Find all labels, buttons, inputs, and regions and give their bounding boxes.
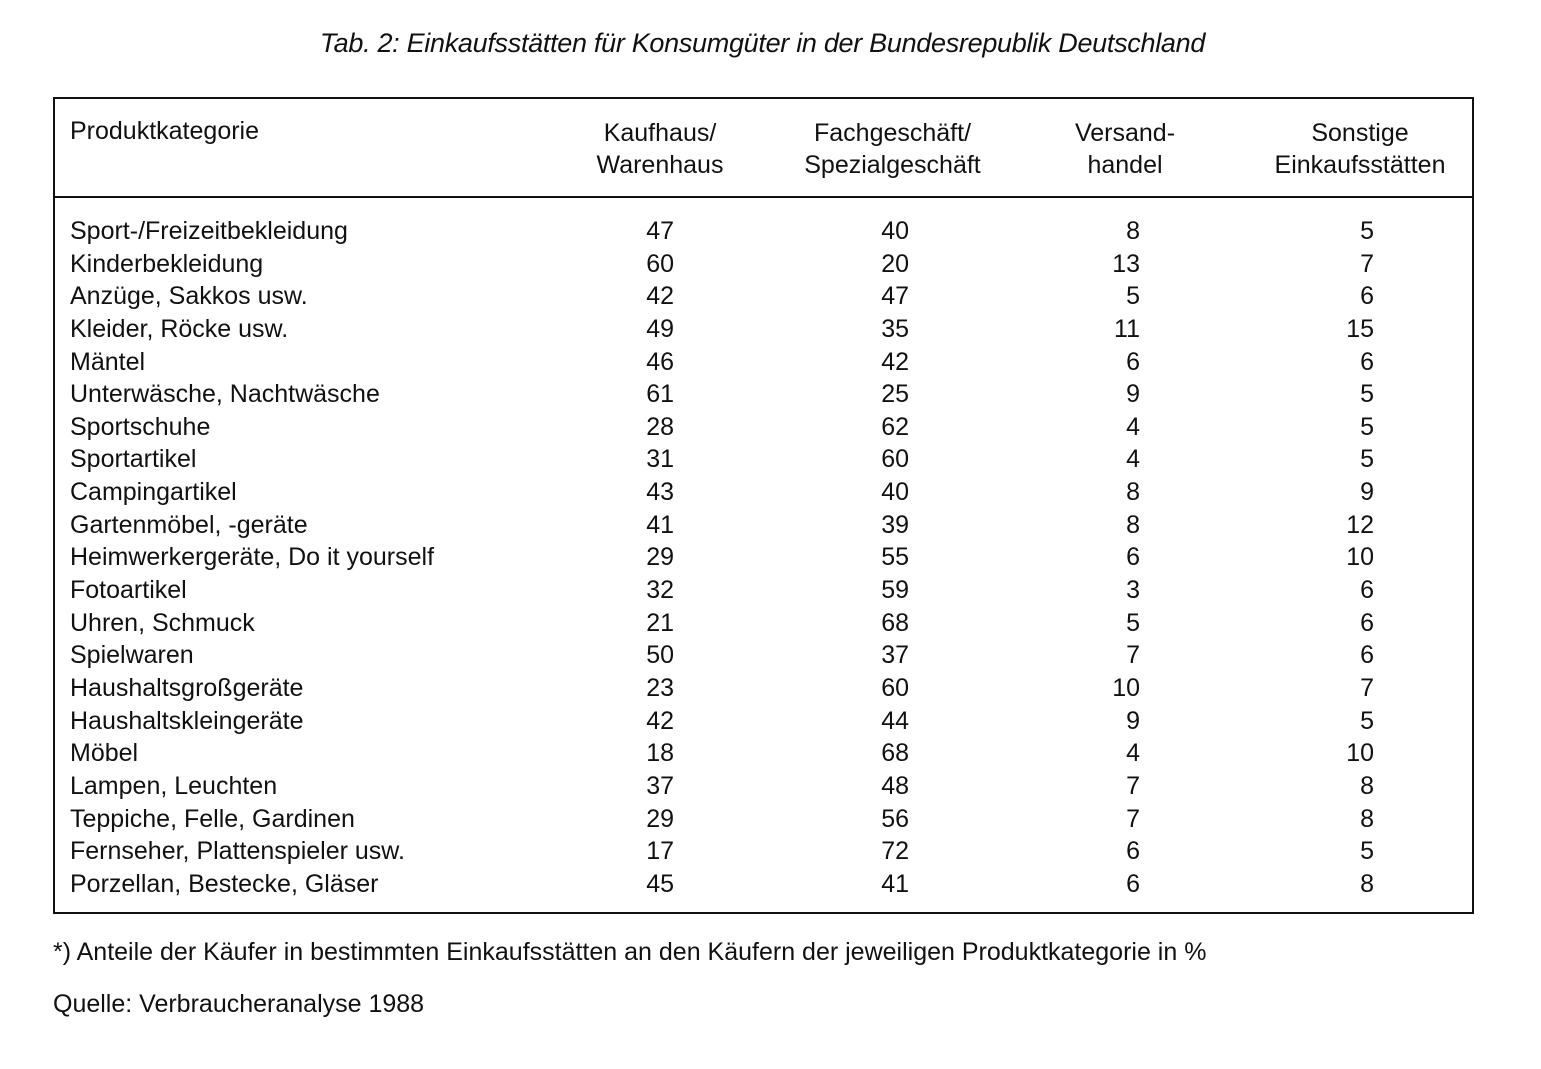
cell-fachgeschaeft: 56	[881, 804, 909, 833]
cell-sonstige: 7	[1360, 673, 1374, 702]
cell-kaufhaus: 43	[646, 478, 674, 507]
cell-category: Sport-/Freizeitbekleidung	[70, 217, 348, 245]
footnote: *) Anteile der Käufer in bestimmten Einkaufsstätten an den Käufern der jeweiligen Produktkategorie in %	[53, 938, 1207, 966]
cell-versandhandel: 7	[1126, 641, 1140, 670]
cell-sonstige: 5	[1360, 412, 1374, 441]
cell-category: Kleider, Röcke usw.	[70, 314, 289, 343]
table-title: Tab. 2: Einkaufsstätten für Konsumgüter in der Bundesrepublik Deutschland	[319, 28, 1206, 58]
table-row	[55, 443, 1472, 476]
cell-category: Spielwaren	[70, 641, 194, 670]
cell-category: Möbel	[70, 739, 139, 768]
table-row	[55, 705, 1472, 738]
cell-versandhandel: 9	[1126, 380, 1140, 409]
cell-sonstige: 5	[1360, 706, 1374, 735]
cell-versandhandel: 4	[1126, 739, 1140, 768]
cell-fachgeschaeft: 60	[881, 673, 909, 702]
cell-kaufhaus: 31	[646, 445, 674, 474]
table-row	[55, 215, 1472, 248]
table-row	[55, 639, 1472, 672]
cell-sonstige: 6	[1360, 576, 1374, 605]
table-body	[55, 215, 1472, 900]
table-row	[55, 248, 1472, 281]
cell-kaufhaus: 46	[646, 347, 674, 376]
header-divider	[55, 196, 1472, 198]
cell-sonstige: 6	[1360, 641, 1374, 670]
cell-category: Gartenmöbel, -geräte	[70, 510, 308, 539]
cell-fachgeschaeft: 35	[881, 314, 909, 343]
cell-fachgeschaeft: 37	[881, 641, 909, 670]
cell-category: Uhren, Schmuck	[70, 608, 255, 637]
cell-versandhandel: 8	[1126, 478, 1140, 507]
header-versandhandel	[1045, 117, 1205, 181]
cell-fachgeschaeft: 41	[881, 869, 909, 898]
table-row	[55, 803, 1472, 836]
cell-sonstige: 15	[1346, 314, 1374, 343]
cell-kaufhaus: 42	[646, 706, 674, 735]
cell-fachgeschaeft: 68	[881, 739, 909, 768]
header-fachgeschaeft-line2: Spezialgeschäft	[804, 151, 981, 179]
cell-kaufhaus: 42	[646, 282, 674, 311]
cell-category: Haushaltskleingeräte	[70, 706, 304, 735]
table-row	[55, 346, 1472, 379]
cell-fachgeschaeft: 68	[881, 608, 909, 637]
table-row	[55, 509, 1472, 542]
cell-kaufhaus: 32	[646, 576, 674, 605]
cell-fachgeschaeft: 42	[881, 347, 909, 376]
table-row	[55, 313, 1472, 346]
header-category: Produktkategorie	[70, 117, 260, 145]
cell-versandhandel: 13	[1112, 249, 1140, 278]
cell-versandhandel: 4	[1126, 445, 1140, 474]
cell-category: Heimwerkergeräte, Do it yourself	[70, 543, 435, 572]
cell-versandhandel: 8	[1126, 510, 1140, 539]
cell-versandhandel: 5	[1126, 608, 1140, 637]
cell-kaufhaus: 29	[646, 543, 674, 572]
cell-kaufhaus: 60	[646, 249, 674, 278]
cell-sonstige: 7	[1360, 249, 1374, 278]
cell-versandhandel: 11	[1114, 314, 1140, 343]
table-row	[55, 574, 1472, 607]
cell-sonstige: 5	[1360, 445, 1374, 474]
table-row	[55, 770, 1472, 803]
cell-kaufhaus: 41	[646, 510, 674, 539]
table-row	[55, 280, 1472, 313]
cell-sonstige: 6	[1360, 282, 1374, 311]
cell-category: Haushaltsgroßgeräte	[70, 673, 304, 702]
header-fachgeschaeft-line1: Fachgeschäft/	[813, 119, 972, 147]
cell-versandhandel: 7	[1126, 771, 1140, 800]
cell-versandhandel: 9	[1126, 706, 1140, 735]
header-sonstige-line2: Einkaufsstätten	[1274, 151, 1446, 179]
cell-versandhandel: 8	[1126, 217, 1140, 245]
cell-fachgeschaeft: 20	[881, 249, 909, 278]
cell-versandhandel: 6	[1126, 869, 1140, 898]
cell-category: Unterwäsche, Nachtwäsche	[70, 380, 380, 409]
cell-sonstige: 10	[1346, 543, 1374, 572]
cell-fachgeschaeft: 72	[881, 837, 909, 866]
cell-kaufhaus: 50	[646, 641, 674, 670]
cell-versandhandel: 10	[1112, 673, 1140, 702]
cell-fachgeschaeft: 40	[881, 478, 909, 507]
cell-versandhandel: 6	[1126, 837, 1140, 866]
cell-fachgeschaeft: 39	[881, 510, 909, 539]
cell-versandhandel: 6	[1126, 347, 1140, 376]
cell-category: Lampen, Leuchten	[70, 771, 278, 800]
cell-sonstige: 10	[1346, 739, 1374, 768]
cell-fachgeschaeft: 59	[881, 576, 909, 605]
cell-fachgeschaeft: 44	[881, 706, 909, 735]
table-row	[55, 411, 1472, 444]
cell-sonstige: 8	[1360, 869, 1374, 898]
cell-versandhandel: 4	[1126, 412, 1140, 441]
table-row	[55, 868, 1472, 901]
cell-fachgeschaeft: 62	[881, 412, 909, 441]
header-fachgeschaeft	[775, 117, 1010, 181]
cell-category: Kinderbekleidung	[70, 249, 264, 278]
cell-category: Campingartikel	[70, 478, 237, 507]
cell-kaufhaus: 28	[646, 412, 674, 441]
header-kaufhaus	[575, 117, 745, 181]
cell-category: Porzellan, Bestecke, Gläser	[70, 869, 379, 898]
table-row	[55, 737, 1472, 770]
cell-sonstige: 5	[1360, 380, 1374, 409]
cell-sonstige: 8	[1360, 771, 1374, 800]
header-kaufhaus-line1: Kaufhaus/	[603, 119, 717, 147]
cell-sonstige: 8	[1360, 804, 1374, 833]
header-versandhandel-line2: handel	[1087, 151, 1163, 179]
header-versandhandel-line1: Versand-	[1074, 119, 1176, 147]
cell-fachgeschaeft: 60	[881, 445, 909, 474]
cell-sonstige: 12	[1346, 510, 1374, 539]
cell-fachgeschaeft: 55	[881, 543, 909, 572]
cell-kaufhaus: 23	[646, 673, 674, 702]
cell-category: Mäntel	[70, 347, 146, 376]
cell-kaufhaus: 37	[646, 771, 674, 800]
cell-kaufhaus: 18	[646, 739, 674, 768]
cell-sonstige: 5	[1360, 837, 1374, 866]
cell-versandhandel: 7	[1126, 804, 1140, 833]
header-kaufhaus-line2: Warenhaus	[596, 151, 724, 179]
cell-fachgeschaeft: 25	[881, 380, 909, 409]
table-row	[55, 607, 1472, 640]
cell-versandhandel: 3	[1126, 576, 1140, 605]
cell-category: Sportartikel	[70, 445, 197, 474]
cell-sonstige: 5	[1360, 217, 1374, 245]
cell-kaufhaus: 21	[646, 608, 674, 637]
cell-category: Teppiche, Felle, Gardinen	[70, 804, 355, 833]
cell-fachgeschaeft: 48	[881, 771, 909, 800]
table-row	[55, 476, 1472, 509]
table-row	[55, 835, 1472, 868]
cell-sonstige: 6	[1360, 347, 1374, 376]
cell-kaufhaus: 29	[646, 804, 674, 833]
cell-category: Fotoartikel	[70, 576, 187, 605]
header-sonstige-line1: Sonstige	[1311, 119, 1409, 147]
cell-category: Anzüge, Sakkos usw.	[70, 282, 308, 311]
cell-fachgeschaeft: 47	[881, 282, 909, 311]
table-row	[55, 672, 1472, 705]
header-sonstige	[1245, 117, 1475, 181]
cell-versandhandel: 5	[1126, 282, 1140, 311]
cell-sonstige: 9	[1360, 478, 1374, 507]
cell-kaufhaus: 45	[646, 869, 674, 898]
cell-kaufhaus: 49	[646, 314, 674, 343]
cell-kaufhaus: 17	[646, 837, 674, 866]
cell-sonstige: 6	[1360, 608, 1374, 637]
cell-versandhandel: 6	[1126, 543, 1140, 572]
source-note: Quelle: Verbraucheranalyse 1988	[53, 990, 425, 1018]
data-table	[53, 97, 1474, 914]
cell-category: Sportschuhe	[70, 412, 211, 441]
cell-kaufhaus: 61	[646, 380, 674, 409]
cell-fachgeschaeft: 40	[881, 217, 909, 245]
table-row	[55, 541, 1472, 574]
cell-category: Fernseher, Plattenspieler usw.	[70, 837, 405, 866]
table-row	[55, 378, 1472, 411]
cell-kaufhaus: 47	[646, 217, 674, 245]
